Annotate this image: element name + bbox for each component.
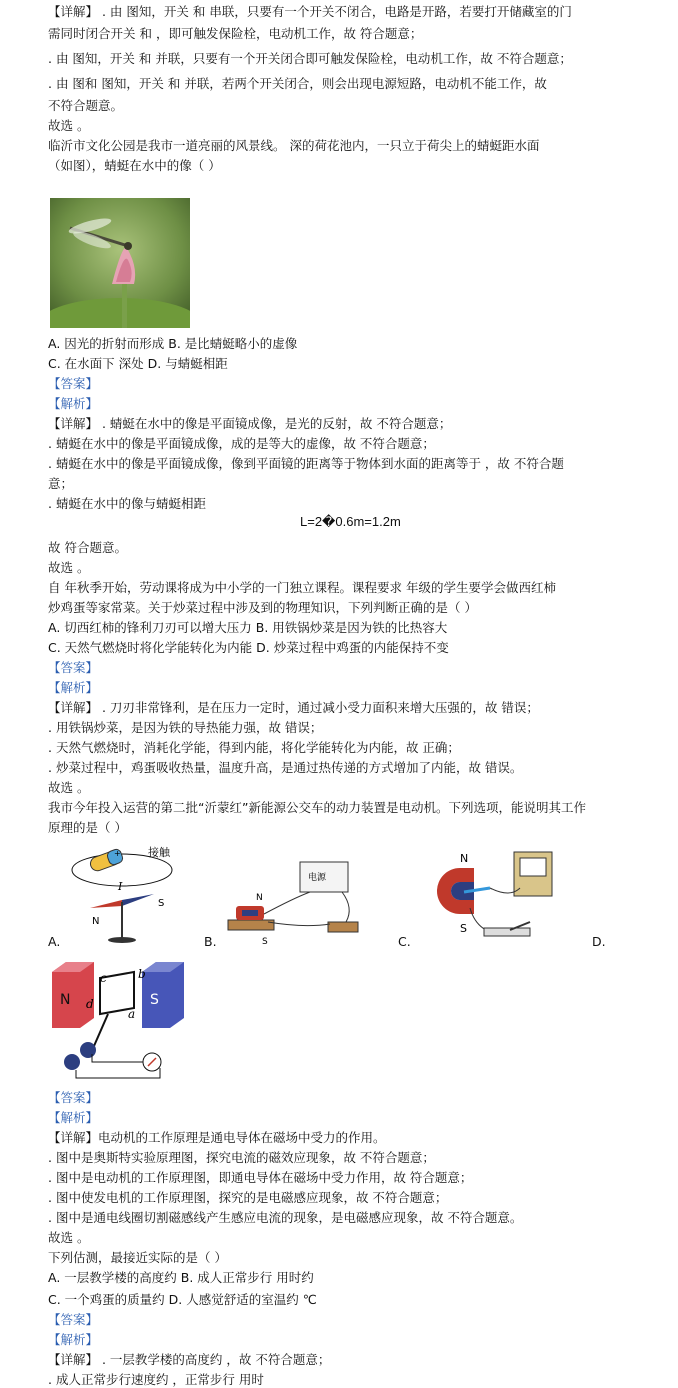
q5-stem: 下列估测，最接近实际的是（ ） <box>48 1250 227 1265</box>
q1-detail-line: . 由 图知，开关 和 并联，只要有一个开关闭合即可触发保险栓，电动机工作，故 不符合题意； <box>48 51 572 66</box>
q2-stem: 临沂市文化公园是我市一道亮丽的风景线。 深的荷花池内，一只立于荷尖上的蜻蜓距水面 <box>48 138 540 153</box>
q2-detail-line: 故 符合题意。 <box>48 540 127 555</box>
answer-label: 【答案】 <box>48 376 99 391</box>
q5-options-row: C. 一个鸡蛋的质量约 D. 人感觉舒适的室温约 ℃ <box>48 1292 317 1307</box>
q2-detail-line: 【详解】 . 蜻蜓在水中的像是平面镜成像，是光的反射，故 不符合题意； <box>48 416 452 431</box>
q2-detail-line: . 蜻蜓在水中的像是平面镜成像，成的是等大的虚像，故 不符合题意； <box>48 436 435 451</box>
svg-text:N: N <box>60 992 71 1008</box>
q1-conclusion: 故选 。 <box>48 118 90 133</box>
q1-detail-line: 不符合题意。 <box>48 98 124 113</box>
q3-conclusion: 故选 。 <box>48 780 90 795</box>
figure-c-generator <box>420 848 570 948</box>
svg-text:I: I <box>118 880 123 893</box>
q1-detail-line: . 由 图和 图知，开关 和 并联，若两个开关闭合，则会出现电源短路，电动机不能工作，故 <box>48 76 547 91</box>
q3-options-row: A. 切西红柿的锋利刀刃可以增大压力 B. 用铁锅炒菜是因为铁的比热容大 <box>48 620 448 635</box>
option-d-label: D. <box>592 934 606 949</box>
q4-conclusion: 故选 。 <box>48 1230 90 1245</box>
svg-text:d: d <box>86 997 94 1011</box>
distance-formula: L=2�0.6m=1.2m <box>300 514 401 529</box>
figure-d-coil-generator <box>48 958 188 1083</box>
q3-stem: 自 年秋季开始，劳动课将成为中小学的一门独立课程。课程要求 年级的学生要学会做西红柿 <box>48 580 556 595</box>
svg-text:S: S <box>158 898 165 909</box>
q3-detail-line: . 用铁锅炒菜，是因为铁的导热能力强，故 错误； <box>48 720 323 735</box>
q4-stem: 我市今年投入运营的第二批“沂蒙红”新能源公交车的动力装置是电动机。下列选项，能说明其工作 <box>48 800 586 815</box>
q2-detail-line: 意； <box>48 476 74 491</box>
svg-text:b: b <box>138 967 146 981</box>
q5-detail-line: 【详解】 . 一层教学楼的高度约 ，故 不符合题意； <box>48 1352 331 1367</box>
q4-detail-line: 【详解】电动机的工作原理是通电导体在磁场中受力的作用。 <box>48 1130 386 1145</box>
q1-detail-line: 【详解】 . 由 图知，开关 和 串联，只要有一个开关不闭合，电路是开路，若要打开储藏室的门 <box>48 4 572 19</box>
svg-text:N: N <box>92 916 100 927</box>
svg-text:N: N <box>256 893 263 903</box>
analysis-label: 【解析】 <box>48 396 99 411</box>
q5-options-row: A. 一层教学楼的高度约 B. 成人正常步行 用时约 <box>48 1270 314 1285</box>
svg-text:a: a <box>128 1007 136 1021</box>
svg-text:+: + <box>114 849 121 858</box>
dragonfly-lotus-photo <box>50 198 190 328</box>
svg-text:S: S <box>460 922 467 935</box>
svg-text:c: c <box>100 971 107 985</box>
q2-detail-line: . 蜻蜓在水中的像是平面镜成像，像到平面镜的距离等于物体到水面的距离等于 ，故 不符合题 <box>48 456 564 471</box>
q3-detail-line: . 炒菜过程中，鸡蛋吸收热量，温度升高，是通过热传递的方式增加了内能，故 错误。 <box>48 760 523 775</box>
option-a-label: A. <box>48 934 61 949</box>
svg-text:S: S <box>150 992 159 1008</box>
q3-options-row: C. 天然气燃烧时将化学能转化为内能 D. 炒菜过程中鸡蛋的内能保持不变 <box>48 640 449 655</box>
q2-detail-line: . 蜻蜓在水中的像与蜻蜓相距 <box>48 496 206 511</box>
analysis-label: 【解析】 <box>48 1110 99 1125</box>
answer-label: 【答案】 <box>48 1312 99 1327</box>
svg-text:S: S <box>262 937 268 947</box>
answer-label: 【答案】 <box>48 660 99 675</box>
svg-text:电源: 电源 <box>308 873 327 883</box>
q3-detail-line: 【详解】 . 刀刃非常锋利，是在压力一定时，通过减小受力面积来增大压强的，故 错误； <box>48 700 539 715</box>
q4-detail-line: . 图中是通电线圈切割磁感线产生感应电流的现象，是电磁感应现象，故 不符合题意。 <box>48 1210 523 1225</box>
analysis-label: 【解析】 <box>48 680 99 695</box>
q4-detail-line: . 图中是电动机的工作原理图，即通电导体在磁场中受力作用，故 符合题意； <box>48 1170 473 1185</box>
answer-label: 【答案】 <box>48 1090 99 1105</box>
q4-stem: 原理的是（ ） <box>48 820 127 835</box>
svg-text:接触: 接触 <box>148 846 170 859</box>
q2-options-row: A. 因光的折射而形成 B. 是比蜻蜓略小的虚像 <box>48 336 298 351</box>
analysis-label: 【解析】 <box>48 1332 99 1347</box>
figure-b-motor <box>224 858 364 948</box>
figure-a-oersted <box>62 840 182 945</box>
q5-detail-line: . 成人正常步行速度约 ，正常步行 用时 <box>48 1372 264 1387</box>
q2-conclusion: 故选 。 <box>48 560 90 575</box>
q3-stem: 炒鸡蛋等家常菜。关于炒菜过程中涉及到的物理知识，下列判断正确的是（ ） <box>48 600 477 615</box>
q4-detail-line: . 图中是奥斯特实验原理图，探究电流的磁效应现象，故 不符合题意； <box>48 1150 435 1165</box>
q2-stem: （如图），蜻蜓在水中的像（ ） <box>48 158 221 173</box>
option-c-label: C. <box>398 934 411 949</box>
q1-detail-line: 需同时闭合开关 和 ，即可触发保险栓，电动机工作，故 符合题意； <box>48 26 423 41</box>
q2-options-row: C. 在水面下 深处 D. 与蜻蜓相距 <box>48 356 228 371</box>
option-b-label: B. <box>204 934 217 949</box>
svg-text:N: N <box>460 852 469 865</box>
q3-detail-line: . 天然气燃烧时，消耗化学能，得到内能，将化学能转化为内能，故 正确； <box>48 740 460 755</box>
q4-detail-line: . 图中使发电机的工作原理图，探究的是电磁感应现象，故 不符合题意； <box>48 1190 448 1205</box>
